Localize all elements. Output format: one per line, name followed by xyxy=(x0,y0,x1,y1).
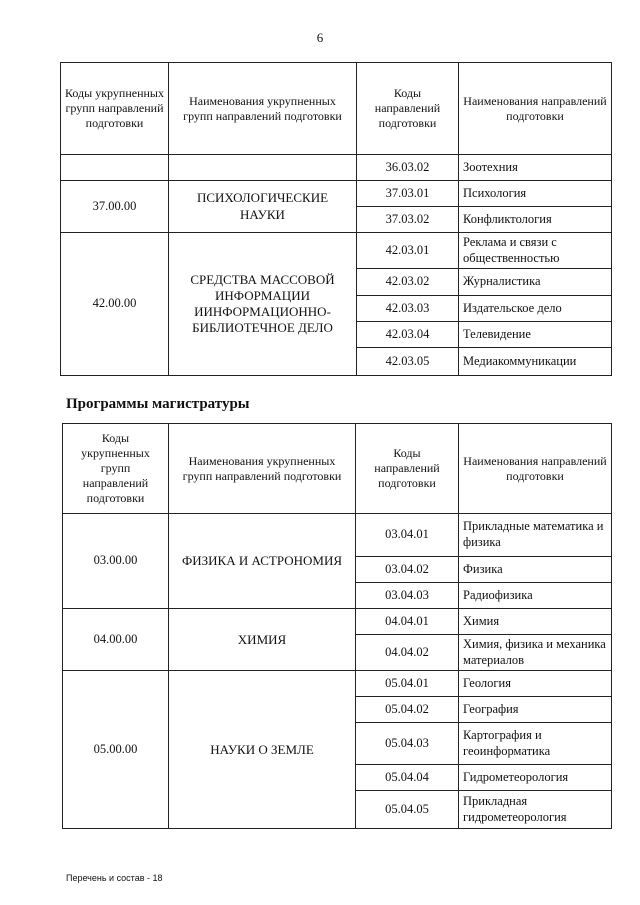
table-header-row xyxy=(63,424,612,514)
direction-code-cell: 05.04.04 xyxy=(356,765,459,791)
direction-code-cell: 42.03.03 xyxy=(357,296,459,322)
direction-name-cell: Физика xyxy=(459,557,612,583)
header-group-code: Коды укрупненных групп направлений подготовки xyxy=(61,63,169,155)
direction-code-cell: 03.04.02 xyxy=(356,557,459,583)
table-header-row xyxy=(61,63,612,155)
header-direction-name: Наименования направлений подготовки xyxy=(459,63,612,155)
direction-code-cell: 05.04.02 xyxy=(356,697,459,723)
master-directions-table xyxy=(62,423,612,829)
group-code-cell: 37.00.00 xyxy=(61,181,169,233)
header-group-name: Наименования укрупненных групп направлений подготовки xyxy=(169,63,357,155)
direction-code-cell: 05.04.05 xyxy=(356,791,459,829)
direction-code-cell: 37.03.02 xyxy=(357,207,459,233)
direction-name-cell: Медиакоммуникации xyxy=(459,348,612,376)
table-row xyxy=(61,233,612,269)
direction-name-cell: Прикладная гидрометеорология xyxy=(459,791,612,829)
header-direction-code: Коды направлений подготовки xyxy=(357,63,459,155)
table-row xyxy=(63,671,612,697)
group-code-cell: 03.00.00 xyxy=(63,514,169,609)
direction-code-cell: 03.04.03 xyxy=(356,583,459,609)
direction-name-cell: Журналистика xyxy=(459,269,612,296)
direction-name-cell: Химия xyxy=(459,609,612,635)
direction-code-cell: 42.03.05 xyxy=(357,348,459,376)
direction-name-cell: Химия, физика и механика материалов xyxy=(459,635,612,671)
direction-name-cell: Прикладные математика и физика xyxy=(459,514,612,557)
direction-name-cell: Конфликтология xyxy=(459,207,612,233)
group-name-cell: СРЕДСТВА МАССОВОЙ ИНФОРМАЦИИ ИИНФОРМАЦИОННО-БИБЛИОТЕЧНОЕ ДЕЛО xyxy=(169,233,357,376)
direction-code-cell: 42.03.04 xyxy=(357,322,459,348)
group-code-cell: 05.00.00 xyxy=(63,671,169,829)
direction-name-cell: Радиофизика xyxy=(459,583,612,609)
direction-name-cell: Реклама и связи с общественностью xyxy=(459,233,612,269)
header-group-name: Наименования укрупненных групп направлений подготовки xyxy=(169,424,356,514)
group-code-cell: 04.00.00 xyxy=(63,609,169,671)
direction-code-cell: 04.04.02 xyxy=(356,635,459,671)
header-direction-code: Коды направлений подготовки xyxy=(356,424,459,514)
group-code-cell xyxy=(61,155,169,181)
table-body xyxy=(61,155,612,376)
table-row xyxy=(63,609,612,635)
header-direction-name: Наименования направлений подготовки xyxy=(459,424,612,514)
footer-text: Перечень и состав - 18 xyxy=(66,873,163,883)
direction-code-cell: 03.04.01 xyxy=(356,514,459,557)
header-group-code: Коды укрупненных групп направлений подготовки xyxy=(63,424,169,514)
direction-code-cell: 42.03.02 xyxy=(357,269,459,296)
group-name-cell: ПСИХОЛОГИЧЕСКИЕ НАУКИ xyxy=(169,181,357,233)
direction-name-cell: Издательское дело xyxy=(459,296,612,322)
bachelor-directions-table xyxy=(60,62,612,376)
direction-name-cell: Зоотехния xyxy=(459,155,612,181)
group-name-cell: ФИЗИКА И АСТРОНОМИЯ xyxy=(169,514,356,609)
section-heading: Программы магистратуры xyxy=(66,396,250,412)
direction-name-cell: Психология xyxy=(459,181,612,207)
direction-code-cell: 05.04.01 xyxy=(356,671,459,697)
group-name-cell: ХИМИЯ xyxy=(169,609,356,671)
group-name-cell: НАУКИ О ЗЕМЛЕ xyxy=(169,671,356,829)
direction-name-cell: География xyxy=(459,697,612,723)
table-row xyxy=(63,514,612,557)
group-code-cell: 42.00.00 xyxy=(61,233,169,376)
direction-code-cell: 42.03.01 xyxy=(357,233,459,269)
direction-name-cell: Телевидение xyxy=(459,322,612,348)
group-name-cell xyxy=(169,155,357,181)
direction-name-cell: Геология xyxy=(459,671,612,697)
direction-code-cell: 37.03.01 xyxy=(357,181,459,207)
page-number: 6 xyxy=(316,30,324,45)
direction-code-cell: 05.04.03 xyxy=(356,723,459,765)
table-row xyxy=(61,181,612,207)
direction-name-cell: Гидрометеорология xyxy=(459,765,612,791)
direction-code-cell: 04.04.01 xyxy=(356,609,459,635)
table-body xyxy=(63,514,612,829)
table-row xyxy=(61,155,612,181)
direction-code-cell: 36.03.02 xyxy=(357,155,459,181)
direction-name-cell: Картография и геоинформатика xyxy=(459,723,612,765)
